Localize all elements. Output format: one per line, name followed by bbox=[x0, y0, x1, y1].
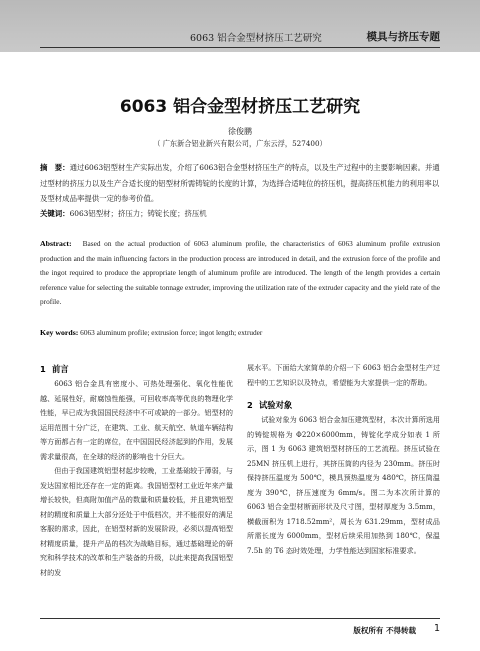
section-gap bbox=[247, 390, 440, 397]
keywords-en-label: Key words: bbox=[40, 328, 79, 337]
section-2-number: 2 bbox=[247, 400, 253, 410]
abstract-cn-label: 摘 要： bbox=[40, 163, 70, 172]
section-1-paragraph-3: 展水平。下面给大家简单的介绍一下 6063 铝合金型材生产过程中的工艺知识以及特点，希望能为大家提供一定的帮助。 bbox=[247, 363, 440, 387]
keywords-en-text: 6063 aluminum profile; extrusion force; ingot length; extruder bbox=[80, 328, 263, 337]
keywords-en bbox=[40, 326, 440, 340]
page-number: 1 bbox=[433, 623, 440, 634]
abstract-en-text: Based on the actual production of 6063 aluminum profile, the characteristics of 6063 aluminum profile extrusion production and the main influencing factors in the production process are introduced in detail, and the extrusion force of the profile and the ingot required to produce the appropriate length of aluminum profile are introduced. The length of the length provides a certain reference value for selecting the suitable tonnage extruder, improving the utilization rate of the extruder capacity and the yield rate of the profile. bbox=[40, 239, 440, 307]
abstract-cn bbox=[40, 160, 440, 207]
keywords-cn-label: 关键词： bbox=[40, 209, 70, 218]
article-affiliation: （ 广东新合铝业新兴有限公司，广东云浮，527400） bbox=[153, 139, 327, 148]
article-author: 徐俊鹏 bbox=[228, 127, 252, 136]
section-1-title: 前言 bbox=[52, 364, 69, 374]
section-1-heading bbox=[40, 361, 233, 377]
page-footer bbox=[40, 618, 440, 643]
keywords-cn bbox=[40, 207, 440, 221]
section-1-paragraph-1: 6063 铝合金具有密度小、可热处理强化、氧化性能优越、延展性好，耐腐蚀性能强，可回收率高等优良的物理化学性能，早已成为我国国民经济中不可或缺的一部分。铝型材的运用范围十分广泛，在建筑、工业、航天航空、轨道车辆结构等方面都占有一定的席位，在中国国民经济起到的作用，发展需求量很高，在全球的经济的影响也十分巨大。 bbox=[40, 379, 233, 461]
column-left bbox=[40, 361, 233, 580]
abstract-en bbox=[40, 237, 440, 310]
header-band bbox=[0, 0, 480, 52]
running-header bbox=[40, 30, 440, 48]
section-1-paragraph-2: 但由于我国建筑铝型材起步较晚，工业基础较于薄弱，与发达国家相比还存在一定的距离。我国铝型材工业近年来产量增长较快，但高附加值产品的数量和质量较低，并且建筑铝型材的精度和质量上大部分还处于中低档次，并不能很好的满足客服的需求，因此，在铝型材新的发展阶段，必须以提高铝型材精度质量，提升产品的档次为战略目标，通过基础理论的研究和科学技术的改革和生产装备的升级，以此来提高我国铝型材的发 bbox=[40, 466, 233, 577]
abstract-en-label: Abstract: bbox=[40, 239, 72, 248]
section-2-heading bbox=[247, 397, 440, 413]
section-2-paragraph-1: 试验对象为 6063 铝合金加压建筑型材，本次计算所选用的铸锭规格为 Φ220×6000mm，铸锭化学成分如表 1 所示，图 1 为 6063 建筑铝型材挤压的工艺流程。挤压试验在 25MN 挤压机上进行，其挤压筒的内径为 230mm。挤压时保持挤压温度为 500℃，模具预热温度为 480℃，挤压筒温度为 390℃，挤压速度为 6mm/s。图二为本次所计算的 6063 铝合金型材断面形状及尺寸图，型材厚度为 3.5mm，横截面积为 1718.52mm²，周长为 631.29mm，型材成品所需长度为 6000mm，型材后续采用加热到 180℃，保温 7.5h 的 T6 态时效处理，力学性能达到国家标准要求。 bbox=[247, 415, 440, 555]
journal-name: 模具与挤压专题 bbox=[366, 31, 440, 43]
section-2-title: 试验对象 bbox=[259, 400, 293, 410]
copyright-notice: 版权所有 不得转载 bbox=[353, 626, 416, 635]
article-title: 6063 铝合金型材挤压工艺研究 bbox=[119, 97, 361, 117]
keywords-cn-text: 6063铝型材；挤压力；铸锭长度；挤压机 bbox=[69, 209, 207, 218]
running-title: 6063 铝合金型材挤压工艺研究 bbox=[190, 33, 322, 44]
header-rule bbox=[40, 47, 440, 48]
section-1-number: 1 bbox=[40, 364, 46, 374]
column-right bbox=[247, 361, 440, 558]
abstract-cn-text: 通过6063铝型材生产实际出发，介绍了6063铝合金型材挤压生产的特点，以及生产过程中的主要影响因素。并通过型材的挤压力以及生产合适长度的铝型材所需铸锭的长度的计算，为选择合适吨位的挤压机，提高挤压机能力的利用率以及型材成品率提供一定的参考价值。 bbox=[40, 163, 440, 203]
